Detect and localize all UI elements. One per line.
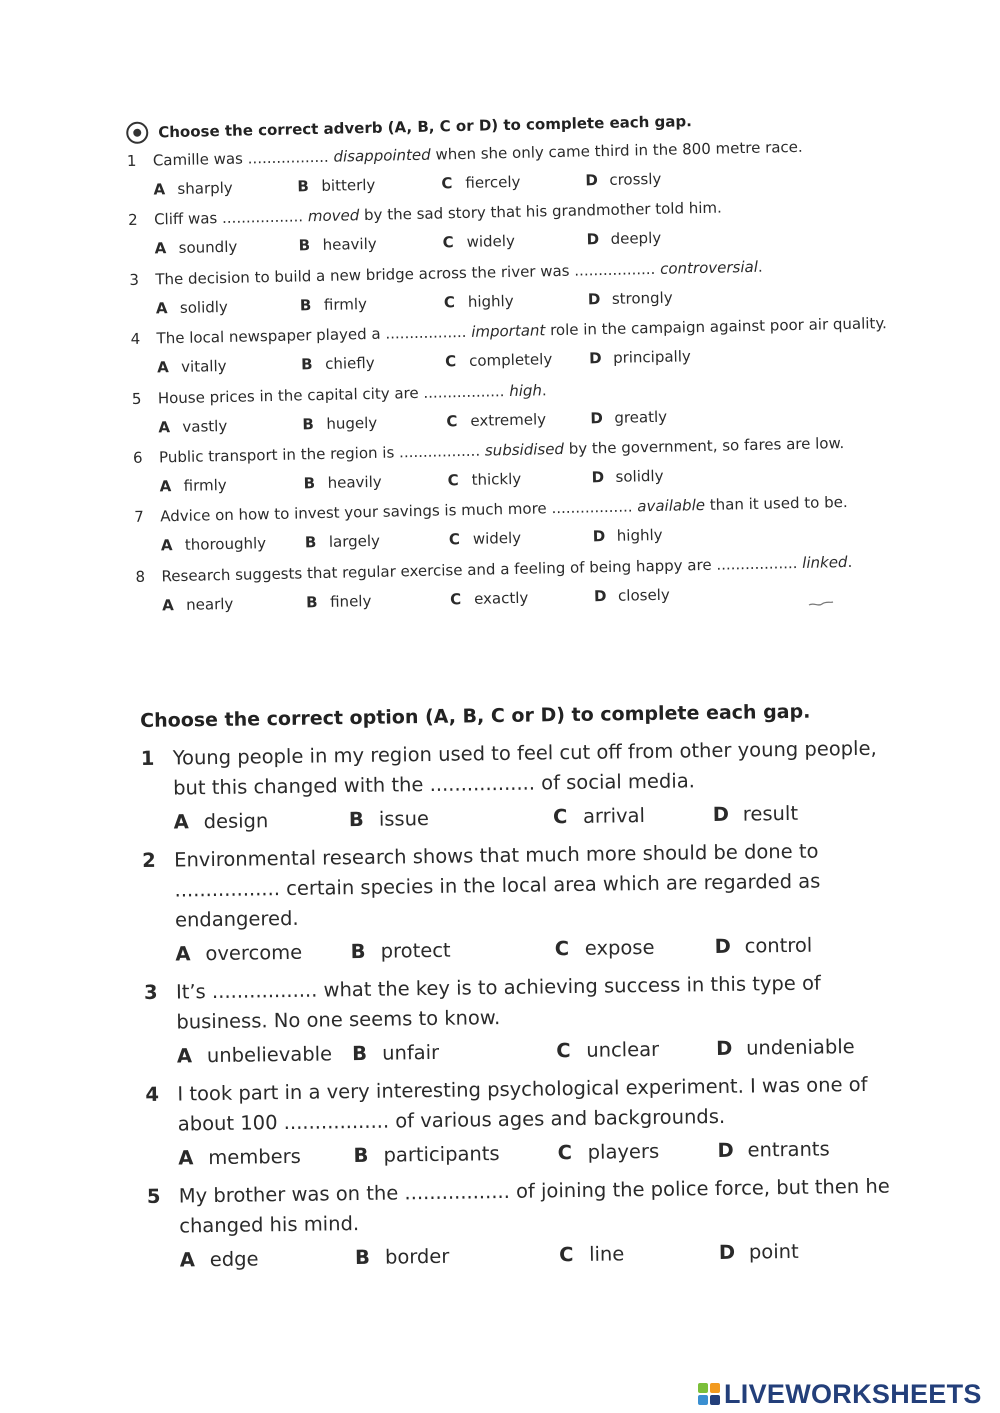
answer-option[interactable] xyxy=(449,523,594,554)
question-text-before: Research suggests that regular exercise and a feeling of being happy are xyxy=(161,555,712,586)
option-letter: B xyxy=(297,177,310,196)
option-text: line xyxy=(588,1242,625,1266)
question-italic-word: high xyxy=(509,380,543,400)
option-text: solidly xyxy=(615,466,664,486)
option-letter: A xyxy=(154,239,167,258)
option-letter: A xyxy=(155,298,168,318)
option-text: principally xyxy=(612,347,691,368)
option-letter: B xyxy=(303,474,316,493)
question-number: 5 xyxy=(131,389,142,408)
option-letter: B xyxy=(304,533,317,552)
answer-gap[interactable]: ................. xyxy=(385,323,467,343)
question-number: 7 xyxy=(134,508,145,527)
answer-gap[interactable]: ................. xyxy=(398,441,481,462)
option-letter: D xyxy=(588,349,602,368)
answer-option[interactable] xyxy=(352,1034,557,1071)
question-text-after: . xyxy=(541,380,547,399)
option-text: control xyxy=(744,933,813,958)
option-letter: B xyxy=(298,236,311,255)
answer-option[interactable] xyxy=(594,579,739,610)
option-text: bitterly xyxy=(321,175,376,195)
question-text xyxy=(174,835,903,935)
question-italic-word: linked xyxy=(801,552,848,572)
option-letter: D xyxy=(715,1036,733,1060)
option-letter: A xyxy=(176,1044,193,1068)
question-text-before: My brother was on the xyxy=(178,1181,399,1208)
answer-option[interactable] xyxy=(442,226,587,257)
option-letter: B xyxy=(351,1041,368,1066)
option-letter: C xyxy=(449,589,462,609)
question-italic-word: important xyxy=(471,321,546,341)
question-text xyxy=(177,1069,906,1139)
option-letter: D xyxy=(591,468,605,487)
option-letter: B xyxy=(300,355,313,374)
question-italic-word: subsidised xyxy=(484,439,565,460)
question-text-after: than it used to be. xyxy=(709,493,848,515)
answer-option[interactable] xyxy=(591,460,736,491)
answer-option[interactable] xyxy=(450,582,595,613)
question-number: 1 xyxy=(126,151,137,170)
question-text-after: role in the campaign against poor air quality. xyxy=(549,314,888,340)
answer-option[interactable] xyxy=(588,282,733,313)
answer-option[interactable] xyxy=(178,1139,354,1175)
liveworksheets-logo xyxy=(698,1376,982,1412)
answer-gap[interactable]: ................. xyxy=(221,207,304,228)
question-text-after: of various ages and backgrounds. xyxy=(395,1104,726,1133)
question-text-before: I took part in a very interesting psychological experiment. I was one of about 100 xyxy=(177,1072,868,1136)
question-text-before: House prices in the capital city are xyxy=(157,383,419,407)
answer-option[interactable] xyxy=(555,930,715,966)
exercise-1 xyxy=(126,104,916,621)
answer-option[interactable] xyxy=(306,585,451,616)
answer-option[interactable] xyxy=(355,1238,560,1275)
exercise-2 xyxy=(140,695,908,1284)
option-text: undeniable xyxy=(745,1035,855,1060)
question-item xyxy=(147,1171,908,1278)
option-text: point xyxy=(748,1239,799,1264)
answer-option[interactable] xyxy=(719,1233,908,1270)
answer-option[interactable] xyxy=(559,1236,719,1272)
answer-option[interactable] xyxy=(305,526,450,557)
question-italic-word: available xyxy=(637,496,706,516)
option-letter: D xyxy=(714,934,732,958)
option-letter: C xyxy=(557,1141,573,1165)
option-text: chiefly xyxy=(324,354,375,374)
question-text-after: by the government, so fares are low. xyxy=(568,433,845,458)
option-letter: B xyxy=(305,592,318,612)
option-letter: D xyxy=(718,1240,736,1264)
question-item xyxy=(145,1069,906,1176)
option-letter: A xyxy=(153,180,166,199)
answer-option[interactable] xyxy=(154,232,299,263)
answer-option[interactable] xyxy=(180,1241,356,1277)
exercise-2-title: Choose the correct option (A, B, C or D) to complete each gap. xyxy=(140,700,811,732)
answer-option[interactable] xyxy=(589,342,734,373)
option-letter: C xyxy=(552,805,568,829)
option-text: widely xyxy=(466,232,516,252)
option-text: finely xyxy=(329,591,372,611)
answer-option[interactable] xyxy=(301,348,446,379)
question-text-before: Cliff was xyxy=(153,209,218,229)
question-text-before: Camille was xyxy=(152,149,244,170)
option-text: overcome xyxy=(205,940,303,966)
option-letter: A xyxy=(179,1248,195,1272)
option-text: hugely xyxy=(326,413,378,433)
option-letter: C xyxy=(558,1243,574,1267)
option-text: participants xyxy=(383,1142,500,1167)
answer-option[interactable] xyxy=(556,1032,716,1068)
option-text: members xyxy=(208,1144,302,1170)
option-text: unclear xyxy=(586,1037,660,1062)
option-letter: D xyxy=(592,527,606,546)
answer-option[interactable] xyxy=(177,1037,353,1073)
option-letter: B xyxy=(302,414,315,433)
option-text: arrival xyxy=(582,803,646,828)
option-text: expose xyxy=(584,935,655,960)
answer-gap[interactable]: ................. xyxy=(174,877,281,902)
option-text: firmly xyxy=(183,475,227,495)
option-text: completely xyxy=(468,350,553,371)
question-number: 4 xyxy=(145,1082,160,1106)
option-letter: D xyxy=(593,586,607,606)
answer-option[interactable] xyxy=(162,588,307,619)
option-letter: A xyxy=(178,1146,194,1170)
option-letter: A xyxy=(160,536,173,555)
question-text-before: It’s xyxy=(175,980,206,1004)
question-item xyxy=(142,835,904,972)
answer-option[interactable] xyxy=(586,223,731,254)
answer-option[interactable] xyxy=(349,800,554,837)
option-letter: A xyxy=(173,810,189,834)
answer-option[interactable] xyxy=(302,407,447,438)
answer-option[interactable] xyxy=(175,935,351,971)
answer-option[interactable] xyxy=(173,803,349,839)
answer-option[interactable] xyxy=(444,285,589,316)
option-text: exactly xyxy=(473,588,529,608)
question-text-before: The local newspaper played a xyxy=(156,324,381,348)
answer-option[interactable] xyxy=(585,163,730,194)
option-letter: A xyxy=(159,477,172,496)
liveworksheets-logo-icon xyxy=(698,1383,720,1405)
answer-option[interactable] xyxy=(298,229,443,260)
option-letter: D xyxy=(590,408,603,427)
answer-option[interactable] xyxy=(300,288,445,319)
option-text: protect xyxy=(380,938,451,963)
option-text: design xyxy=(203,809,269,834)
answer-option[interactable] xyxy=(156,291,301,322)
option-letter: D xyxy=(712,802,730,827)
option-letter: B xyxy=(348,807,364,832)
question-number: 5 xyxy=(146,1184,161,1208)
answer-option[interactable] xyxy=(716,1029,905,1066)
question-stem xyxy=(141,733,902,804)
question-text-after: of social media. xyxy=(541,769,696,795)
option-text: deeply xyxy=(610,229,662,249)
answer-gap[interactable]: ................. xyxy=(404,1179,510,1205)
answer-option[interactable] xyxy=(590,401,735,432)
option-text: largely xyxy=(328,532,381,552)
option-letter: D xyxy=(587,289,601,309)
option-text: greatly xyxy=(614,407,668,427)
answer-option[interactable] xyxy=(158,410,303,441)
question-text-after: what the key is to achieving success in this type of business. No one seems to know. xyxy=(176,971,821,1034)
question-number: 3 xyxy=(129,270,140,289)
answer-gap[interactable]: ................. xyxy=(423,381,505,402)
question-text-after: by the sad story that his grandmother told him. xyxy=(363,198,723,225)
question-text-after: . xyxy=(847,552,853,571)
option-letter: D xyxy=(586,230,600,249)
question-text-after: when she only came third in the 800 metre race. xyxy=(435,137,803,164)
question-stem xyxy=(147,1171,908,1242)
option-letter: B xyxy=(350,939,366,964)
answer-option[interactable] xyxy=(353,1136,558,1173)
question-stem xyxy=(145,1069,906,1140)
option-text: crossly xyxy=(609,169,662,189)
option-text: border xyxy=(384,1244,450,1269)
answer-option[interactable] xyxy=(157,351,302,382)
answer-option[interactable] xyxy=(350,932,555,969)
question-item xyxy=(141,733,902,840)
question-item xyxy=(144,967,905,1074)
option-text: edge xyxy=(209,1247,259,1272)
option-letter: B xyxy=(299,295,312,315)
answer-option[interactable] xyxy=(297,169,442,200)
option-text: entrants xyxy=(747,1137,830,1162)
answer-option[interactable] xyxy=(446,404,591,435)
answer-gap[interactable]: ................. xyxy=(247,147,329,168)
option-letter: A xyxy=(161,595,174,615)
option-text: heavily xyxy=(322,235,377,255)
question-text-before: Advice on how to invest your savings is much more xyxy=(160,499,547,526)
question-number: 6 xyxy=(132,448,143,467)
option-text: extremely xyxy=(470,409,547,430)
question-text-before: The decision to build a new bridge across the river was xyxy=(155,261,570,289)
answer-gap[interactable]: ................. xyxy=(211,978,318,1004)
option-letter: C xyxy=(442,233,454,252)
option-text: sharply xyxy=(177,178,233,198)
option-text: highly xyxy=(616,526,663,546)
option-letter: D xyxy=(717,1138,734,1162)
option-letter: C xyxy=(556,1039,571,1063)
question-text-after: certain species in the local area which are regarded as endangered. xyxy=(174,869,821,932)
answer-gap[interactable]: ................. xyxy=(283,1109,390,1135)
answer-option[interactable] xyxy=(593,520,738,551)
question-text-before: Young people in my region used to feel cut off from other young people, but this changed with the xyxy=(172,736,877,800)
option-text: unbelievable xyxy=(206,1042,333,1068)
answer-option[interactable] xyxy=(447,463,592,494)
option-letter: C xyxy=(448,530,461,549)
option-text: thoroughly xyxy=(184,534,267,555)
option-letter: A xyxy=(175,942,191,966)
option-text: highly xyxy=(467,291,514,311)
answer-gap[interactable]: ................. xyxy=(551,497,633,518)
option-letter: C xyxy=(443,292,456,312)
option-letter: C xyxy=(554,937,570,961)
answer-option[interactable] xyxy=(153,172,298,203)
question-number: 1 xyxy=(140,746,155,770)
answer-option[interactable] xyxy=(159,469,304,500)
question-italic-word: controversial xyxy=(659,257,759,278)
question-number: 3 xyxy=(143,980,158,1004)
question-text xyxy=(173,733,902,803)
answer-option[interactable] xyxy=(713,795,902,832)
option-letter: D xyxy=(585,171,599,190)
answer-gap[interactable]: ................. xyxy=(574,259,656,280)
answer-option[interactable] xyxy=(553,798,713,834)
option-text: result xyxy=(742,801,799,826)
exercise-1-questions xyxy=(127,130,917,621)
answer-gap[interactable]: ................. xyxy=(429,771,536,796)
exercise-number-badge-icon xyxy=(126,122,148,144)
option-letter: B xyxy=(354,1245,371,1270)
option-text: issue xyxy=(378,806,430,831)
option-text: firmly xyxy=(323,294,368,314)
option-letter: C xyxy=(446,411,458,430)
question-text xyxy=(179,1171,908,1241)
option-letter: B xyxy=(353,1143,369,1168)
question-italic-word: disappointed xyxy=(333,145,431,166)
option-text: nearly xyxy=(185,594,234,614)
question-number: 4 xyxy=(130,329,141,349)
option-letter: C xyxy=(447,471,459,490)
question-text-after: . xyxy=(757,257,763,276)
question-stem xyxy=(142,835,903,936)
answer-option[interactable] xyxy=(303,466,448,497)
option-letter: A xyxy=(157,358,169,377)
option-text: closely xyxy=(617,585,670,605)
question-text-before: Public transport in the region is xyxy=(158,443,395,467)
option-text: strongly xyxy=(611,288,673,308)
answer-option[interactable] xyxy=(441,166,586,197)
exercise-1-title: Choose the correct adverb (A, B, C or D) to complete each gap. xyxy=(158,112,693,142)
question-number: 8 xyxy=(135,567,146,586)
question-text-before: Environmental research shows that much more should be done to xyxy=(173,839,819,872)
question-stem xyxy=(144,967,905,1038)
answer-gap[interactable]: ................. xyxy=(716,553,798,574)
option-text: heavily xyxy=(327,472,382,492)
question-number: 2 xyxy=(141,848,156,872)
exercise-2-questions xyxy=(141,733,908,1278)
liveworksheets-logo-text: LIVEWORKSHEETS xyxy=(724,1378,982,1409)
answer-option[interactable] xyxy=(161,529,306,560)
option-text: widely xyxy=(472,529,522,549)
option-text: unfair xyxy=(381,1040,440,1065)
option-text: soundly xyxy=(178,238,238,258)
answer-option[interactable] xyxy=(445,345,590,376)
answer-option[interactable] xyxy=(717,1131,906,1168)
question-text xyxy=(176,967,905,1037)
option-text: solidly xyxy=(179,297,229,317)
option-letter: A xyxy=(158,417,171,436)
option-text: vastly xyxy=(182,416,228,436)
option-text: players xyxy=(587,1139,660,1164)
option-letter: C xyxy=(444,352,457,371)
option-text: thickly xyxy=(471,469,522,489)
option-text: vitally xyxy=(180,357,227,377)
option-letter: C xyxy=(441,174,453,193)
question-text-after: of joining the police force, but then he changed his mind. xyxy=(179,1174,890,1238)
handwritten-mark xyxy=(808,600,834,608)
answer-option[interactable] xyxy=(714,927,903,964)
question-number: 2 xyxy=(127,211,138,230)
question-italic-word: moved xyxy=(307,206,360,226)
option-text: fiercely xyxy=(465,172,521,192)
answer-option[interactable] xyxy=(557,1134,717,1170)
